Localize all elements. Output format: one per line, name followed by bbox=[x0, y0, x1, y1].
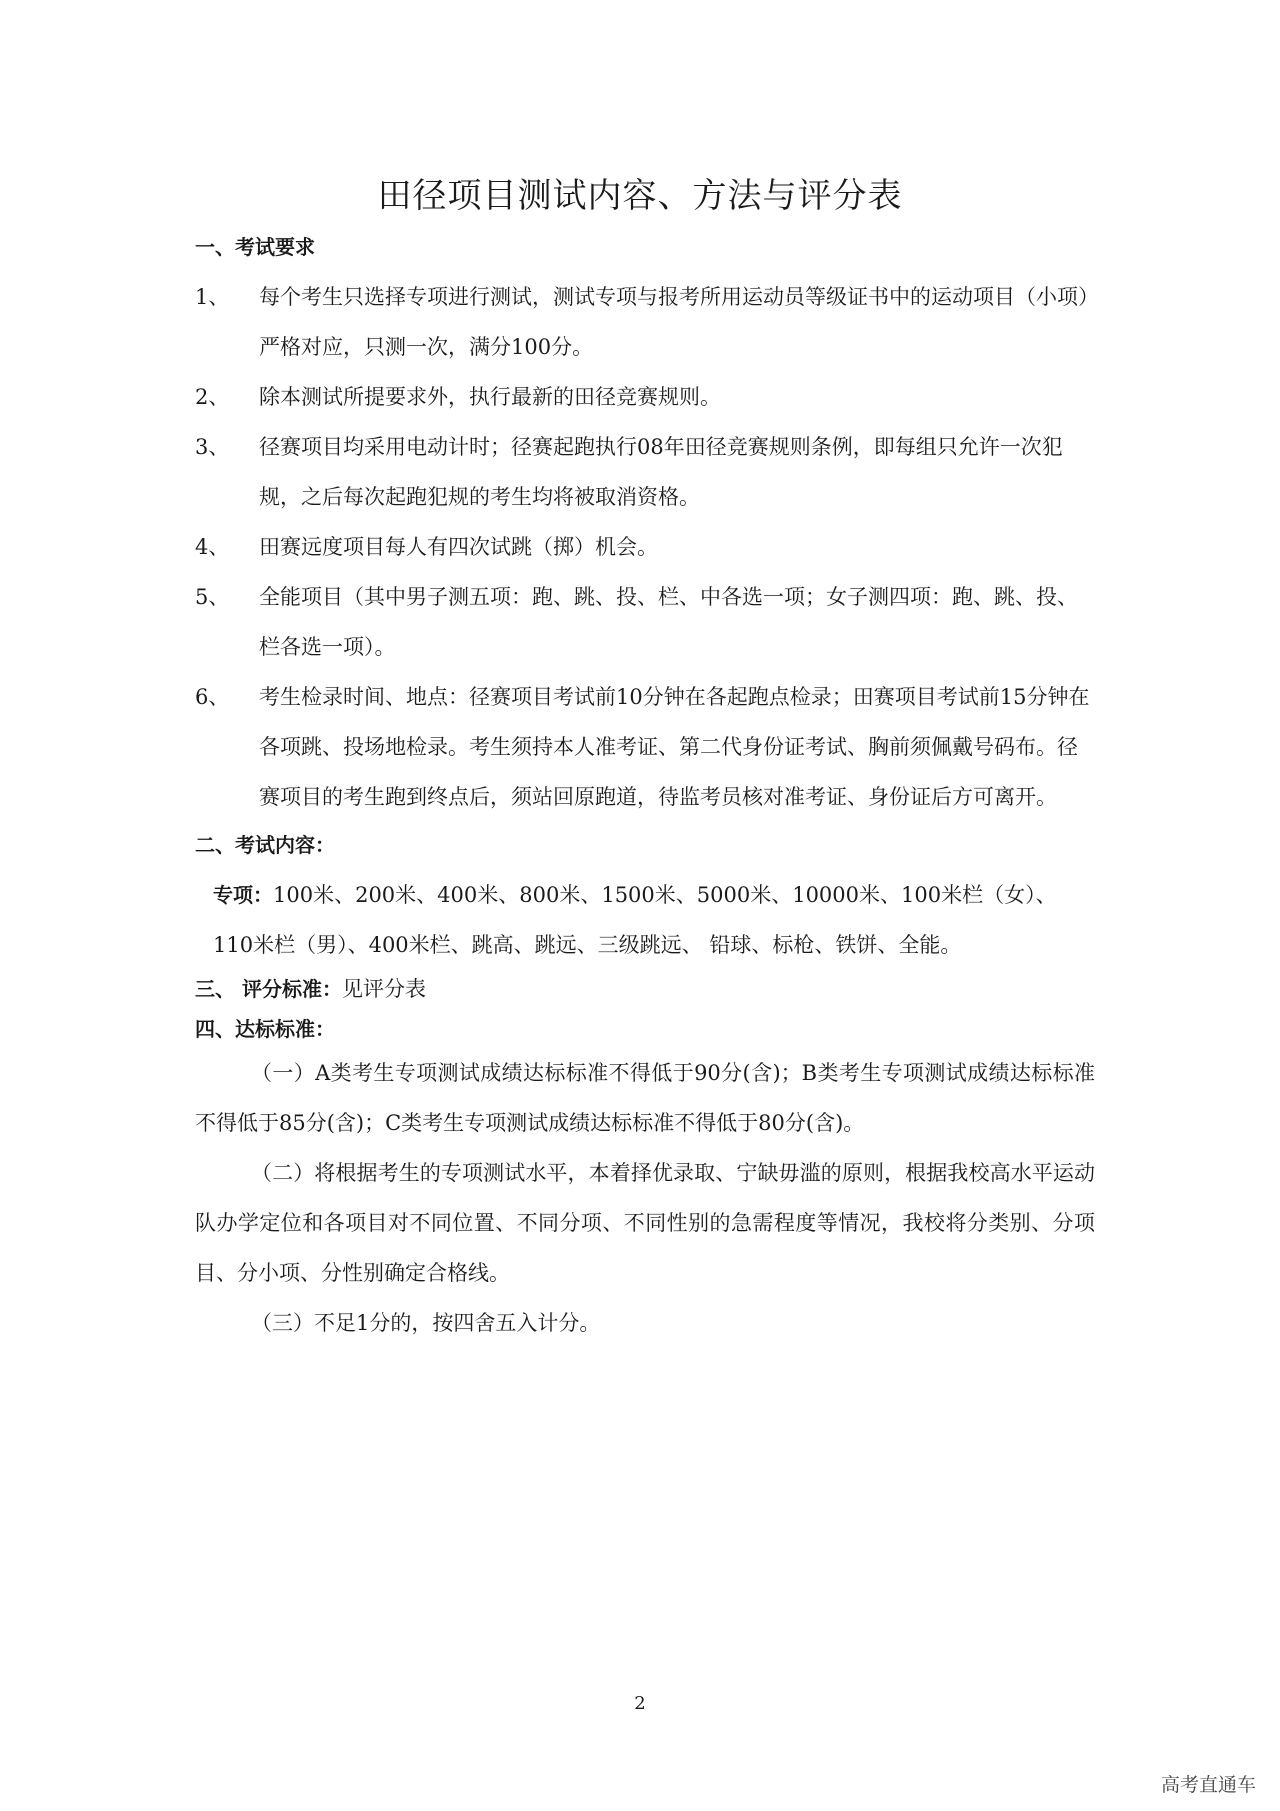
requirement-item-1 bbox=[195, 272, 1095, 372]
requirement-item-6 bbox=[195, 672, 1095, 822]
watermark-text: 高考直通车 bbox=[1160, 1774, 1256, 1796]
section-heading-scoring bbox=[195, 974, 1095, 1004]
item-number: 5、 bbox=[195, 585, 230, 609]
requirement-item-3 bbox=[195, 422, 1095, 522]
item-number: 4、 bbox=[195, 535, 230, 559]
document-body bbox=[195, 232, 1095, 1348]
standard-paragraph-1: （一）A类考生专项测试成绩达标标准不得低于90分(含)；B类考生专项测试成绩达标标准不得低于85分(含)；C类考生专项测试成绩达标标准不得低于80分(含)。 bbox=[195, 1061, 1095, 1135]
item-text: 径赛项目均采用电动计时；径赛起跑执行08年田径竞赛规则条例，即每组只允许一次犯规，之后每次起跑犯规的考生均将被取消资格。 bbox=[259, 435, 1063, 509]
requirement-item-2 bbox=[195, 372, 1095, 422]
special-events-label: 专项： bbox=[213, 883, 273, 907]
item-number: 3、 bbox=[195, 435, 230, 459]
section-heading-requirements: 一、考试要求 bbox=[195, 235, 315, 259]
item-number: 2、 bbox=[195, 385, 230, 409]
section-heading-standards: 四、达标标准： bbox=[195, 1017, 335, 1041]
requirement-item-4 bbox=[195, 522, 1095, 572]
special-events-list: 100米、200米、400米、800米、1500米、5000米、10000米、100米栏（女）、110米栏（男）、400米栏、跳高、跳远、三级跳远、 铅球、标枪、铁饼、全能。 bbox=[213, 883, 1057, 957]
standard-paragraph-3: （三）不足1分的，按四舍五入计分。 bbox=[251, 1311, 601, 1335]
special-events bbox=[195, 870, 1095, 970]
item-text: 除本测试所提要求外，执行最新的田径竞赛规则。 bbox=[259, 385, 721, 409]
item-text: 田赛远度项目每人有四次试跳（掷）机会。 bbox=[259, 535, 658, 559]
item-text: 每个考生只选择专项进行测试，测试专项与报考所用运动员等级证书中的运动项目（小项）严格对应，只测一次，满分100分。 bbox=[259, 285, 1089, 359]
section-heading-content: 二、考试内容： bbox=[195, 833, 335, 857]
scoring-heading-label: 三、 评分标准： bbox=[195, 977, 342, 1001]
page-number: 2 bbox=[634, 1693, 646, 1714]
scoring-text: 见评分表 bbox=[341, 977, 426, 1001]
item-text: 考生检录时间、地点：径赛项目考试前10分钟在各起跑点检录；田赛项目考试前15分钟在各项跳、投场地检录。考生须持本人准考证、第二代身份证考试、胸前须佩戴号码布。径赛项目的考生跑到终点后，须站回原跑道，待监考员核对准考证、身份证后方可离开。 bbox=[259, 685, 1090, 809]
item-text: 全能项目（其中男子测五项：跑、跳、投、栏、中各选一项；女子测四项：跑、跳、投、栏各选一项）。 bbox=[259, 585, 1078, 659]
item-number: 1、 bbox=[195, 285, 230, 309]
item-number: 6、 bbox=[195, 685, 230, 709]
requirement-item-5 bbox=[195, 572, 1095, 672]
standard-paragraph-2: （二）将根据考生的专项测试水平，本着择优录取、宁缺毋滥的原则，根据我校高水平运动队办学定位和各项目对不同位置、不同分项、不同性别的急需程度等情况，我校将分类别、分项目、分小项、分性别确定合格线。 bbox=[195, 1161, 1095, 1285]
document-title: 田径项目测试内容、方法与评分表 bbox=[377, 176, 903, 216]
